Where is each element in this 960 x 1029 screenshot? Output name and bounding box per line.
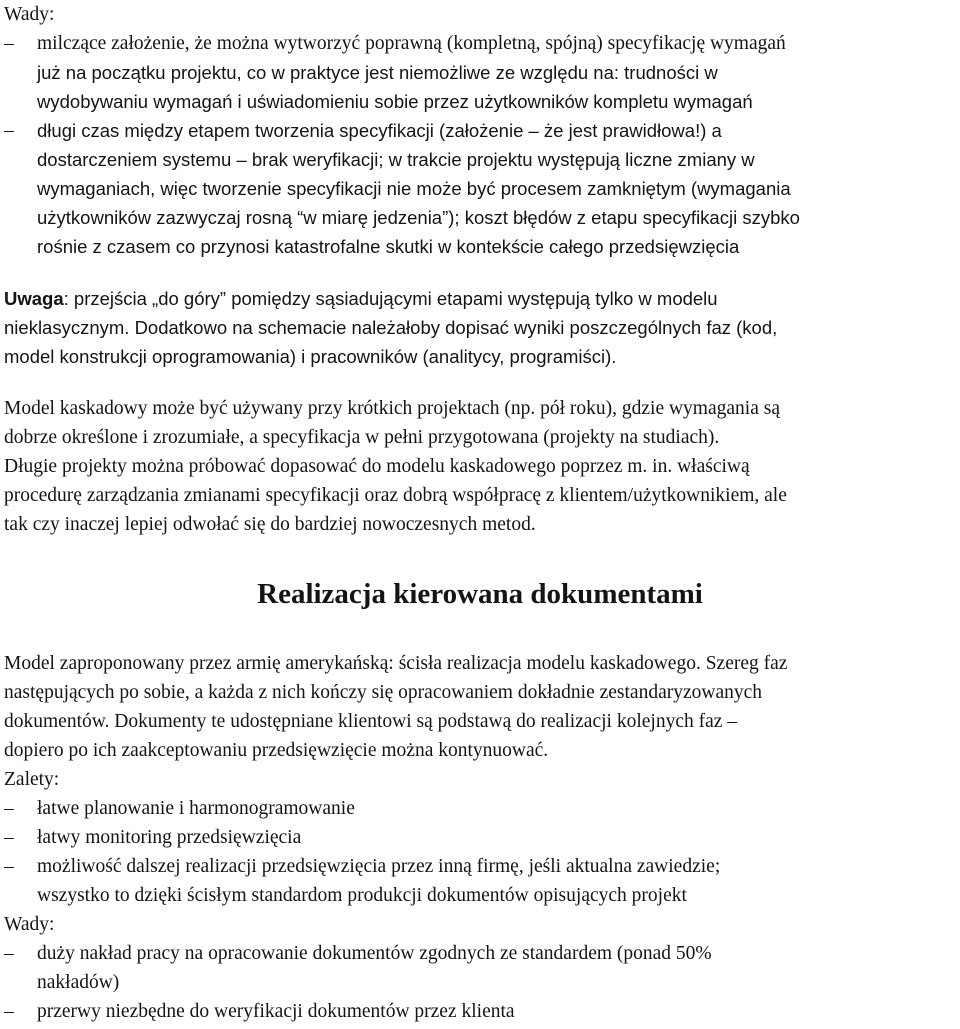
paragraph-line: Model kaskadowy może być używany przy krótkich projektach (np. pół roku), gdzie wymagania są [4, 398, 780, 419]
list-item-line: użytkowników zazwyczaj rosną “w miarę jedzenia”); koszt błędów z etapu specyfikacji szybko [37, 207, 800, 228]
paragraph-line: następujących po sobie, a każda z nich kończy się opracowaniem dokładnie zestandaryzowanych [4, 682, 763, 703]
note-paragraph [4, 284, 956, 371]
list-item-line: – milczące założenie, że można wytworzyć poprawną (kompletną, spójną) specyfikację wymagań [37, 33, 786, 54]
note-line: : przejścia „do góry” pomiędzy sąsiadującymi etapami występują tylko w modelu [63, 288, 718, 309]
list-item-line: – łatwe planowanie i harmonogramowanie [37, 798, 355, 819]
list-item-line: – łatwy monitoring przedsięwzięcia [37, 827, 302, 848]
list-item [4, 939, 956, 997]
paragraph-line: dopiero po ich zaakceptowaniu przedsięwzięcie można kontynuować. [4, 740, 549, 761]
paragraph-line: dobrze określone i zrozumiałe, a specyfikacja w pełni przygotowana (projekty na studiach). [4, 427, 720, 448]
paragraph-line: tak czy inaczej lepiej odwołać się do bardziej nowoczesnych metod. [4, 514, 536, 535]
paragraph-line: Długie projekty można próbować dopasować do modelu kaskadowego poprzez m. in. właściwą [4, 456, 750, 477]
list-item-line: – przerwy niezbędne do weryfikacji dokumentów przez klienta [37, 1001, 515, 1022]
list-item-line: rośnie z czasem co przynosi katastrofalne skutki w kontekście całego przedsięwzięcia [37, 236, 740, 257]
spacer [4, 371, 956, 394]
spacer [4, 539, 956, 576]
list-item-line: – duży nakład pracy na opracowanie dokumentów zgodnych ze standardem (ponad 50% [37, 943, 712, 964]
list-item [4, 823, 956, 852]
list-item [4, 997, 956, 1026]
note-line: model konstrukcji oprogramowania) i pracowników (analitycy, programiści). [4, 346, 617, 367]
list-item [4, 116, 956, 261]
cons-list-2 [4, 939, 956, 1026]
list-item-line: – możliwość dalszej realizacji przedsięwzięcia przez inną firmę, jeśli aktualna zawiedzie; [37, 856, 721, 877]
spacer [4, 261, 956, 284]
pros-label: Zalety: [4, 769, 60, 790]
list-item-line: nakładów) [37, 972, 120, 993]
spacer [4, 612, 956, 649]
list-item-line: wydobywaniu wymagań i uświadomieniu sobie przez użytkowników kompletu wymagań [37, 91, 753, 112]
list-item-line: wymaganiach, więc tworzenie specyfikacji nie może być procesem zamkniętym (wymagania [37, 178, 791, 199]
cons-label-2: Wady: [4, 914, 55, 935]
list-item-line: już na początku projektu, co w praktyce jest niemożliwe ze względu na: trudności w [37, 62, 718, 83]
list-item-line: dostarczeniem systemu – brak weryfikacji; w trakcie projektu występują liczne zmiany w [37, 149, 755, 170]
section-heading: Realizacja kierowana dokumentami [257, 578, 703, 610]
list-item [4, 29, 956, 116]
paragraph-line: Model zaproponowany przez armię amerykańską: ścisła realizacja modelu kaskadowego. Szereg faz [4, 653, 788, 674]
paragraph-line: dokumentów. Dokumenty te udostępniane klientowi są podstawą do realizacji kolejnych faz – [4, 711, 738, 732]
paragraph-line: procedurę zarządzania zmianami specyfikacji oraz dobrą współpracę z klientem/użytkownikiem, ale [4, 485, 787, 506]
cons-list-1 [4, 29, 956, 261]
list-item [4, 794, 956, 823]
pros-list [4, 794, 956, 910]
cascade-paragraph [4, 394, 956, 539]
list-item [4, 852, 956, 910]
list-item-line: – długi czas między etapem tworzenia specyfikacji (założenie – że jest prawidłowa!) a [37, 120, 722, 141]
note-label: Uwaga [4, 288, 64, 309]
note-line: nieklasycznym. Dodatkowo na schemacie należałoby dopisać wyniki poszczególnych faz (kod, [4, 317, 778, 338]
list-item-line: wszystko to dzięki ścisłym standardom produkcji dokumentów opisujących projekt [37, 885, 687, 906]
cons-label-1: Wady: [4, 4, 55, 25]
intro-paragraph [4, 649, 956, 765]
document-page [4, 0, 956, 1026]
